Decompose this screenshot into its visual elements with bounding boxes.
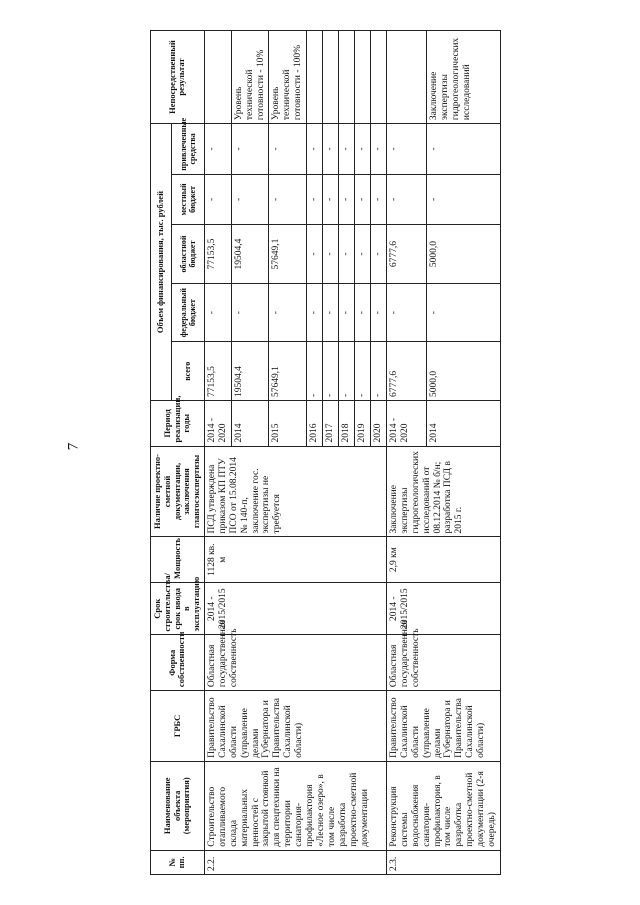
cell-private: - — [231, 124, 269, 175]
header-federal: федеральный бюджет — [171, 283, 204, 342]
cell-num: 2.2. — [204, 850, 386, 874]
cell-regional: - — [354, 225, 370, 284]
cell-capacity: 2,9 км — [386, 537, 500, 582]
cell-federal: - — [339, 283, 355, 342]
cell-grbs: Правительство Сахалинской области (управление делами Губернатора и Правительства Сахалинской области) — [204, 691, 386, 762]
cell-name: Строительство отапливаемого склада материальных ценностей с закрытой стоянкой для спецтехники на территории санатория-профилактория «Лесное озеро», в том числе разработка проектно-сметной документации — [204, 761, 386, 850]
cell-private: - — [339, 124, 355, 175]
header-ownership: Форма собственности — [151, 635, 205, 691]
cell-local: - — [427, 174, 501, 225]
header-psd: Наличие проектно-сметной документации, заключения главгосэкспертизы — [151, 446, 205, 537]
cell-ownership: Областная государственная собственность — [386, 635, 500, 691]
cell-total: 77153,5 — [204, 342, 231, 401]
cell-result — [370, 31, 386, 124]
cell-period: 2014 — [231, 401, 269, 446]
header-period: Период реализации, годы — [151, 401, 205, 446]
cell-result: Уровень технической готовности - 10% — [231, 31, 269, 124]
cell-capacity: 1128 кв. м — [204, 537, 386, 582]
cell-total: - — [307, 342, 323, 401]
header-private: привлеченные средства — [171, 124, 204, 175]
cell-total: 19504,4 — [231, 342, 269, 401]
cell-local: - — [204, 174, 231, 225]
cell-period: 2014 — [427, 401, 501, 446]
cell-federal: - — [427, 283, 501, 342]
cell-federal: - — [386, 283, 427, 342]
cell-ownership: Областная государственная собственность — [204, 635, 386, 691]
cell-term: 2014 - 2015/2015 — [386, 582, 500, 635]
header-name: Наименование объекта (мероприятия) — [151, 761, 205, 850]
cell-period: 2014 - 2020 — [204, 401, 231, 446]
cell-federal: - — [323, 283, 339, 342]
cell-private: - — [427, 124, 501, 175]
header-local: местный бюджет — [171, 174, 204, 225]
cell-result — [339, 31, 355, 124]
cell-total: - — [370, 342, 386, 401]
cell-regional: 6777,6 — [386, 225, 427, 284]
cell-period: 2020 — [370, 401, 386, 446]
cell-regional: 19504,4 — [231, 225, 269, 284]
cell-result: Заключение экспертизы гидрогеологических исследований — [427, 31, 501, 124]
table-row — [386, 31, 427, 875]
table-body — [204, 31, 500, 875]
cell-period: 2014 - 2020 — [386, 401, 427, 446]
cell-federal: - — [269, 283, 307, 342]
cell-regional: - — [323, 225, 339, 284]
header-funding: Объем финансирования, тыс. рублей — [151, 124, 172, 401]
cell-regional: 57649,1 — [269, 225, 307, 284]
header-capacity: Мощность — [151, 537, 205, 582]
cell-total: 57649,1 — [269, 342, 307, 401]
cell-period: 2015 — [269, 401, 307, 446]
cell-local: - — [339, 174, 355, 225]
cell-total: 6777,6 — [386, 342, 427, 401]
cell-result — [204, 31, 231, 124]
header-regional: областной бюджет — [171, 225, 204, 284]
header-result: Непосредственный результат — [151, 31, 205, 124]
header-num: № пп. — [151, 850, 205, 874]
cell-num: 2.3. — [386, 850, 500, 874]
cell-grbs: Правительство Сахалинской области (управление делами Губернатора и Правительства Сахалинской области) — [386, 691, 500, 762]
cell-federal: - — [370, 283, 386, 342]
cell-period: 2018 — [339, 401, 355, 446]
header-term: Срок строительства/срок ввода в эксплуатацию — [151, 582, 205, 635]
header-grbs: ГРБС — [151, 691, 205, 762]
construction-table — [150, 30, 501, 875]
cell-period: 2017 — [323, 401, 339, 446]
cell-regional: - — [307, 225, 323, 284]
cell-private: - — [354, 124, 370, 175]
cell-name: Реконструкция системы водоснабжения санатория-профилактория, в том числе разработка проектно-сметной документации (2-я очередь) — [386, 761, 500, 850]
cell-federal: - — [354, 283, 370, 342]
cell-psd: ПСД утверждена приказом КП ПТУ ПСО от 15.08.2014 № 140-п, заключение гос. экспертизы не требуется — [204, 446, 386, 537]
cell-local: - — [231, 174, 269, 225]
cell-private: - — [307, 124, 323, 175]
cell-regional: 77153,5 — [204, 225, 231, 284]
cell-period: 2019 — [354, 401, 370, 446]
cell-result — [307, 31, 323, 124]
cell-result — [354, 31, 370, 124]
cell-local: - — [269, 174, 307, 225]
cell-federal: - — [307, 283, 323, 342]
cell-private: - — [323, 124, 339, 175]
cell-federal: - — [231, 283, 269, 342]
cell-period: 2016 — [307, 401, 323, 446]
cell-local: - — [370, 174, 386, 225]
cell-total: - — [354, 342, 370, 401]
cell-private: - — [269, 124, 307, 175]
cell-result: Уровень технической готовности - 100% — [269, 31, 307, 124]
cell-local: - — [323, 174, 339, 225]
cell-private: - — [386, 124, 427, 175]
cell-regional: - — [339, 225, 355, 284]
cell-total: - — [339, 342, 355, 401]
cell-result — [386, 31, 427, 124]
cell-private: - — [370, 124, 386, 175]
cell-psd: Заключение экспертизы гидрогеологических исследований от 08.12.2014 № б/н; разработка ПСД в 2015 г. — [386, 446, 500, 537]
cell-local: - — [386, 174, 427, 225]
cell-term: 2014 - 2015/2015 — [204, 582, 386, 635]
cell-private: - — [204, 124, 231, 175]
cell-regional: 5000,0 — [427, 225, 501, 284]
cell-total: - — [323, 342, 339, 401]
header-total: всего — [171, 342, 204, 401]
cell-federal: - — [204, 283, 231, 342]
cell-local: - — [354, 174, 370, 225]
table-row — [204, 31, 231, 875]
cell-regional: - — [370, 225, 386, 284]
cell-result — [323, 31, 339, 124]
page-number: 7 — [65, 442, 82, 451]
rotated-table-container — [150, 30, 610, 875]
cell-total: 5000,0 — [427, 342, 501, 401]
cell-local: - — [307, 174, 323, 225]
